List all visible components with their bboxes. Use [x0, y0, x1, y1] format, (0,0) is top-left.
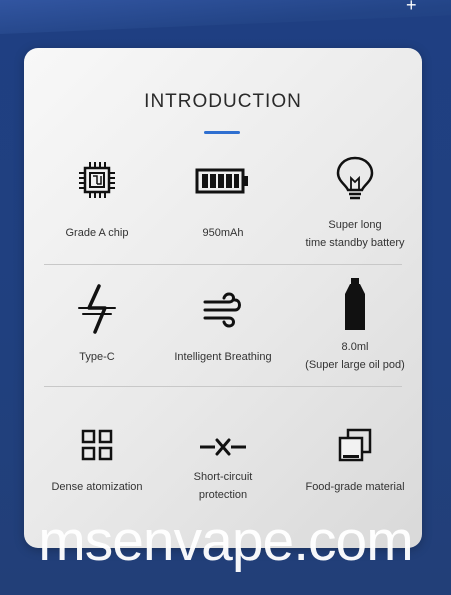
feature-type-c	[32, 284, 162, 394]
short-circuit-icon	[198, 432, 248, 462]
grid-icon	[80, 428, 114, 462]
row-divider	[44, 264, 402, 265]
feature-label: Short-circuit protection	[193, 471, 253, 501]
feature-grade-a-chip	[32, 158, 162, 268]
feature-battery	[158, 158, 288, 268]
chip-icon	[75, 158, 119, 202]
feature-label: 950mAh	[202, 227, 244, 239]
feature-intelligent-breathing	[158, 284, 288, 394]
wind-icon	[201, 288, 245, 332]
page-title: INTRODUCTION	[144, 91, 302, 112]
feature-label: Grade A chip	[65, 227, 129, 239]
feature-label: Dense atomization	[51, 481, 143, 493]
top-banner-band	[0, 0, 451, 34]
battery-icon	[195, 158, 251, 202]
feature-label: Food-grade material	[305, 481, 405, 493]
feature-standby-battery	[290, 158, 420, 268]
lightning-icon	[75, 284, 119, 334]
feature-label: Intelligent Breathing	[174, 351, 272, 363]
row-divider	[44, 386, 402, 387]
watermark-text: msenvape.com	[38, 509, 413, 573]
title-underline	[204, 131, 240, 134]
feature-label: Type-C	[79, 351, 115, 363]
feature-label: Super long time standby battery	[305, 219, 405, 249]
feature-oil-pod	[290, 276, 420, 386]
stacked-squares-icon	[338, 428, 372, 462]
introduction-card	[24, 48, 422, 548]
lightbulb-icon	[333, 154, 377, 204]
bottle-icon	[340, 276, 370, 332]
plus-icon[interactable]: +	[406, 0, 417, 15]
feature-label: 8.0ml (Super large oil pod)	[305, 341, 405, 371]
